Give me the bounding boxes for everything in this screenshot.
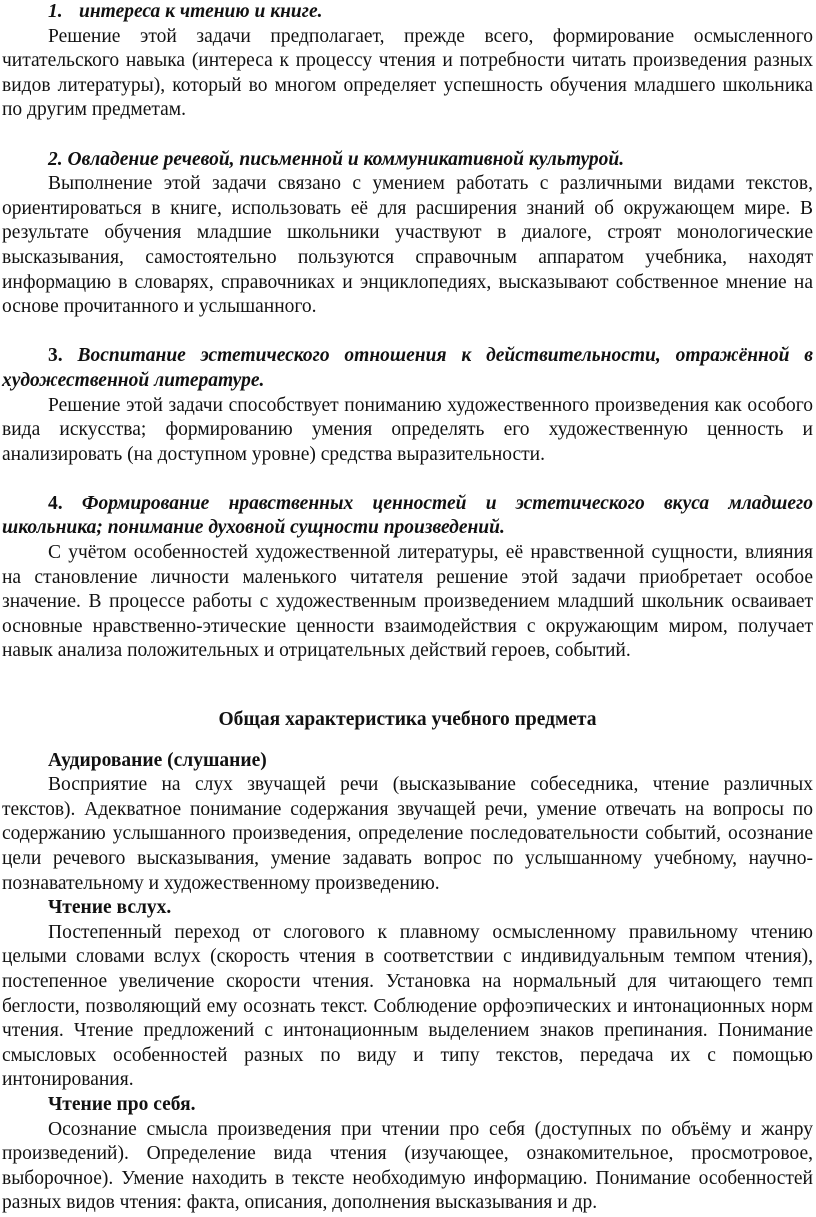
subsection-listening-body: Восприятие на слух звучащей речи (высказывание собеседника, чтение различных текстов). Адекватное понимание содержания звучащей речи, умение отвечать на вопросы по содержанию услышанного произведения, определение последовательности событий, осознание цели речевого высказывания, умение задавать вопрос по услышанному учебному, научно-познавательному и художественному произведению.	[2, 774, 813, 894]
section-1-number: 1.	[48, 1, 63, 22]
section-1-body: Решение этой задачи предполагает, прежде всего, формирование осмысленного читательского навыка (интереса к процессу чтения и потребности читать произведения разных видов литературы), который во многом определяет успешность обучения младшего школьника по другим предметам.	[2, 25, 813, 121]
section-3-heading-text: Воспитание эстетического отношения к действительности, отражённой в художественной литературе.	[2, 345, 814, 391]
spacer	[2, 467, 813, 492]
section-3-heading	[2, 344, 813, 393]
section-4-number: 4.	[48, 492, 63, 514]
section-2-body: Выполнение этой задачи связано с умением работать с различными видами текстов, ориентироваться в книге, использовать её для расширения знаний об окружающем мире. В результате обучения младшие школьники участвуют в диалоге, строят монологические высказывания, самостоятельно пользуются справочным аппаратом учебника, находят информацию в словарях, справочниках и энциклопедиях, высказывают собственное мнение на основе прочитанного и услышанного.	[2, 173, 813, 318]
section-1-heading	[2, 0, 813, 25]
subsection-reading-aloud-heading: Чтение вслух.	[48, 897, 172, 919]
subsection-silent-reading-body: Осознание смысла произведения при чтении про себя (доступных по объёму и жанру произведений). Определение вида чтения (изучающее, ознакомительное, просмотровое, выборочное). Умение находить в тексте необходимую информацию. Понимание особенностей разных видов чтения: факта, описания, дополнения высказывания и др.	[2, 1118, 813, 1214]
section-1-heading-text: интереса к чтению и книге.	[79, 1, 323, 22]
page-title: Общая характеристика учебного предмета	[218, 709, 597, 731]
spacer	[2, 733, 813, 749]
subsection-listening-heading: Аудирование (слушание)	[48, 749, 267, 771]
spacer	[2, 664, 813, 708]
subsection-silent-reading-heading: Чтение про себя.	[48, 1093, 196, 1115]
spacer	[2, 320, 813, 345]
section-4-heading	[2, 492, 813, 541]
subsection-reading-aloud-body: Постепенный переход от слогового к плавному осмысленному правильному чтению целыми словами вслух (скорость чтения в соответствии с индивидуальным темпом чтения), постепенное увеличение скорости чтения. Установка на нормальный для читающего темп беглости, позволяющий ему осознать текст. Соблюдение орфоэпических и интонационных норм чтения. Чтение предложений с интонационным выделением знаков препинания. Понимание смысловых особенностей разных по виду и типу текстов, передача их с помощью интонирования.	[2, 921, 813, 1091]
section-2-number: 2.	[48, 148, 63, 170]
section-4-heading-text: Формирование нравственных ценностей и эстетического вкуса младшего школьника; понимание духовной сущности произведений.	[2, 492, 814, 539]
section-2-heading-text: Овладение речевой, письменной и коммуникативной культурой.	[67, 148, 625, 170]
section-4-body: С учётом особенностей художественной литературы, её нравственной сущности, влияния на становление личности маленького читателя решение этой задачи приобретает особое значение. В процессе работы с художественным произведением младший школьник осваивает основные нравственно-этические ценности взаимодействия с окружающим миром, получает навык анализа положительных и отрицательных действий героев, событий.	[2, 542, 813, 662]
section-3-number: 3.	[48, 345, 63, 367]
spacer	[2, 123, 813, 148]
section-3-body: Решение этой задачи способствует пониманию художественного произведения как особого вида искусства; формированию умения определять его художественную ценность и анализировать (на доступном уровне) средства выразительности.	[2, 394, 813, 465]
section-2-heading	[2, 148, 813, 173]
